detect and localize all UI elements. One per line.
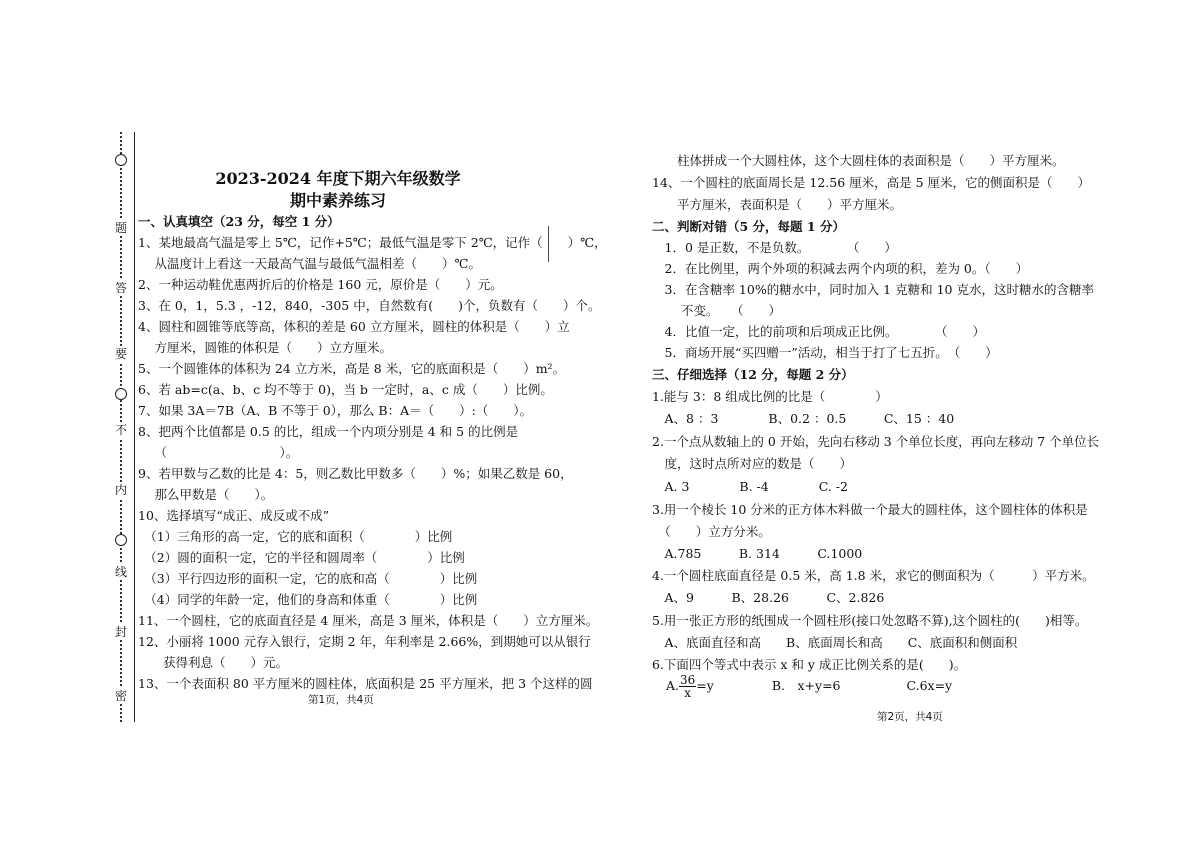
question-line: 那么甲数是（ ）。: [138, 487, 274, 502]
judge-line: 不变。 （ ）: [652, 303, 781, 318]
judge-line: 2．在比例里，两个外项的积减去两个内项的积，差为 0。（ ）: [652, 261, 1029, 276]
page-footer: 第1页，共4页: [308, 694, 374, 706]
judge-line: 3．在含糖率 10%的糖水中，同时加入 1 克糖和 10 克水，这时糖水的含糖率: [652, 282, 1094, 297]
judge-line: 1．0 是正数，不是负数。 （ ）: [652, 240, 897, 255]
fraction-denominator: x: [684, 686, 692, 700]
choice-options-6: [652, 674, 952, 699]
question-line: 9、若甲数与乙数的比是 4：5，则乙数比甲数多（ ）%；如果乙数是 60，: [138, 466, 573, 481]
section-heading: 一、认真填空（23 分，每空 1 分）: [138, 214, 340, 229]
question-line: 3、在 0，1，5.3 ，-12，840，-305 中，自然数有( )个，负数有（ ）个。: [138, 298, 601, 313]
choice-line: 5.用一张正方形的纸围成一个圆柱形(接口处忽略不算),这个圆柱的( )相等。: [652, 613, 1088, 628]
section-heading: 三、仔细选择（12 分，每题 2 分）: [652, 367, 854, 382]
choice-line: A、8 ：3 B、0.2 ：0.5 C、15 ：40: [652, 411, 955, 426]
question-line: （ ）。: [138, 445, 299, 460]
binding-label: 内: [114, 483, 127, 497]
question-line: 6、若 ab=c(a、b、c 均不等于 0)，当 b 一定时，a、c 成（ ）比例。: [138, 382, 553, 397]
binding-label: 题: [114, 221, 127, 235]
question-line: 14、一个圆柱的底面周长是 12.56 厘米，高是 5 厘米，它的侧面积是（ ）: [652, 175, 1091, 190]
question-line: 1、某地最高气温是零上 5℃，记作+5℃；最低气温是零下 2℃，记作（ ）℃，: [138, 235, 607, 250]
option-c: C.6x=y: [906, 678, 953, 693]
binding-strip: [112, 132, 135, 722]
fraction: [679, 674, 696, 699]
question-line: 13、一个表面积 80 平方厘米的圆柱体，底面积是 25 平方厘米，把 3 个这样的圆: [138, 676, 593, 691]
question-line: （3）平行四边形的面积一定，它的底和高（ ）比例: [138, 571, 478, 586]
judge-line: 5．商场开展“买四赠一”活动，相当于打了七五折。 （ ）: [652, 345, 998, 360]
question-line: 5、一个圆锥体的体积为 24 立方米，高是 8 米，它的底面积是（ ）m²。: [138, 361, 566, 376]
question-line: 12、小丽将 1000 元存入银行，定期 2 年，年利率是 2.66%，到期她可以从银行: [138, 634, 591, 649]
binding-label: 答: [114, 281, 127, 295]
choice-line: 2.一个点从数轴上的 0 开始，先向右移动 3 个单位长度，再向左移动 7 个单位长: [652, 434, 1100, 449]
question-line: 11、一个圆柱，它的底面直径是 4 厘米，高是 3 厘米，体积是（ ）立方厘米。: [138, 613, 599, 628]
choice-line: A、底面直径和高 B、底面周长和高 C、底面积和侧面积: [652, 635, 1018, 650]
judge-line: 4．比值一定，比的前项和后项成正比例。 （ ）: [652, 324, 985, 339]
choice-line: 1.能与 3：8 组成比例的比是（ ）: [652, 389, 888, 404]
binding-label: 要: [114, 347, 127, 361]
binding-label: 密: [114, 689, 127, 703]
option-a-prefix: A.: [666, 678, 680, 693]
question-line: 2、一种运动鞋优惠两折后的价格是 160 元，原价是（ ）元。: [138, 277, 503, 292]
binding-hole-icon: [115, 388, 127, 400]
question-line: 平方厘米，表面积是（ ）平方厘米。: [652, 197, 903, 212]
exam-subtitle: 期中素养练习: [289, 191, 386, 210]
binding-hole-icon: [115, 534, 127, 546]
choice-line: 4.一个圆柱底面直径是 0.5 米，高 1.8 米，求它的侧面积为（ ）平方米。: [652, 568, 1095, 583]
choice-line: A. 3 B. -4 C. -2: [652, 479, 848, 494]
choice-line: A、9 B、28.26 C、2.826: [652, 590, 885, 605]
fraction-numerator: 36: [680, 673, 696, 687]
choice-line: （ ）立方分米。: [652, 524, 771, 539]
section-heading: 二、判断对错（5 分，每题 1 分）: [652, 219, 845, 234]
question-line: （2）圆的面积一定，它的半径和圆周率（ ）比例: [138, 550, 465, 565]
question-line: 4、圆柱和圆锥等底等高，体积的差是 60 立方厘米，圆柱的体积是（ ）立: [138, 319, 570, 334]
page-footer: 第2页，共4页: [877, 711, 943, 723]
exam-title: 2023-2024 年度下期六年级数学: [215, 169, 461, 188]
question-line: 柱体拼成一个大圆柱体，这个大圆柱体的表面积是（ ）平方厘米。: [652, 153, 1065, 168]
choice-line: 3.用一个棱长 10 分米的正方体木料做一个最大的圆柱体，这个圆柱体的体积是: [652, 502, 1088, 517]
question-line: 10、选择填写“成正、成反或不成”: [138, 508, 330, 523]
binding-label: 封: [114, 625, 127, 639]
question-line: （1）三角形的高一定，它的底和面积（ ）比例: [138, 529, 453, 544]
binding-label: 线: [114, 565, 127, 579]
choice-line: A.785 B. 314 C.1000: [652, 546, 863, 561]
question-line: 方厘米，圆锥的体积是（ ）立方厘米。: [138, 340, 392, 355]
option-b: B. x+y=6: [771, 678, 841, 693]
question-line: 7、如果 3A＝7B（A、B 不等于 0），那么 B：A＝（ ）:（ ）。: [138, 403, 533, 418]
choice-line: 度，这时点所对应的数是（ ）: [652, 456, 853, 471]
binding-hole-icon: [115, 154, 127, 166]
binding-label: 不: [114, 423, 127, 437]
question-line: 从温度计上看这一天最高气温与最低气温相差（ ）℃。: [138, 256, 481, 271]
question-line: 获得利息（ ）元。: [138, 655, 289, 670]
question-line: 8、把两个比值都是 0.5 的比，组成一个内项分别是 4 和 5 的比例是: [138, 424, 519, 439]
scan-edge-line: [548, 226, 549, 262]
choice-line: 6.下面四个等式中表示 x 和 y 成正比例关系的是( )。: [652, 657, 967, 672]
option-a-suffix: =y: [696, 678, 714, 693]
question-line: （4）同学的年龄一定，他们的身高和体重（ ）比例: [138, 592, 478, 607]
